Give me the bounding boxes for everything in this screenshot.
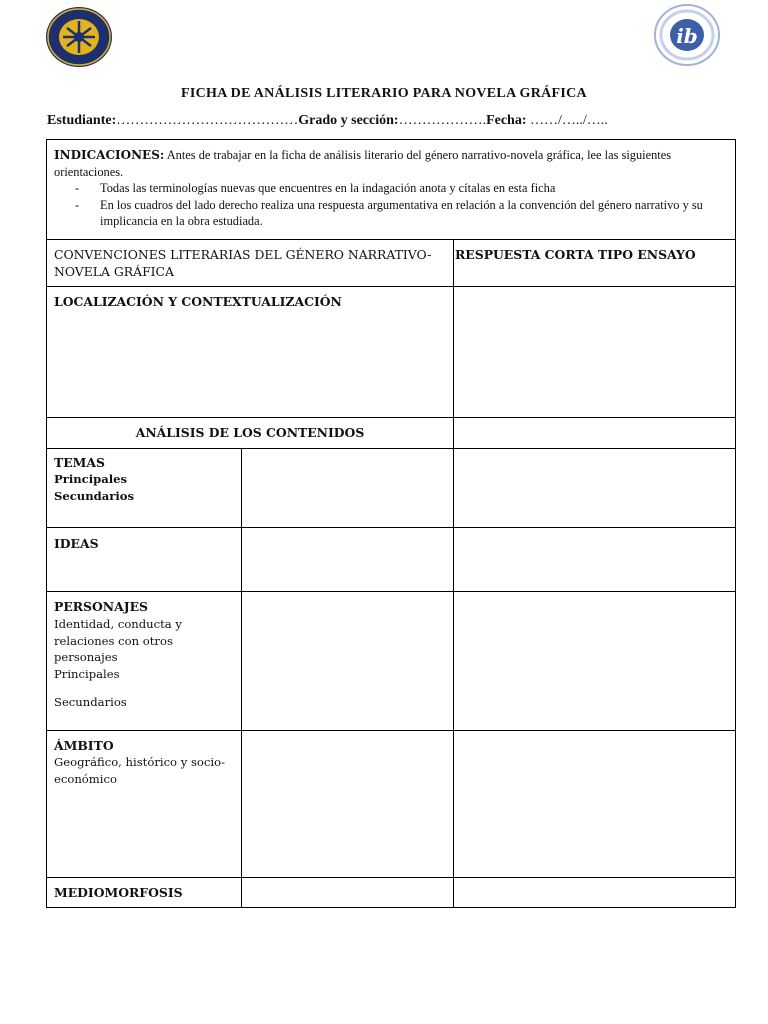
ambito-notes-cell[interactable] — [243, 732, 451, 876]
ideas-answer-cell[interactable] — [455, 529, 735, 590]
temas-answer-cell[interactable] — [455, 450, 735, 526]
column-divider — [453, 239, 454, 907]
dash-bullet: - — [75, 181, 80, 195]
ambito-label: ÁMBITO — [54, 738, 114, 753]
svg-text:ib: ib — [676, 24, 698, 48]
coar-logo — [45, 6, 113, 68]
col2-header: RESPUESTA CORTA TIPO ENSAYO — [455, 247, 696, 262]
student-field[interactable]: ………………………………… — [116, 113, 299, 128]
personajes-label: PERSONAJES — [54, 599, 148, 614]
col1-header: CONVENCIONES LITERARIAS DEL GÉNERO NARRATIVO-NOVELA GRÁFICA — [54, 247, 432, 279]
grade-label: Grado y sección: — [298, 113, 399, 128]
ideas-notes-cell[interactable] — [243, 529, 451, 590]
analysis-table — [46, 139, 736, 908]
localizacion-answer-cell[interactable] — [455, 288, 735, 416]
instruction-item — [54, 180, 724, 197]
instructions-text: Antes de trabajar en la ficha de análisis literario del género narrativo-novela gráfica, lee las siguientes orientaciones. — [54, 148, 672, 179]
ib-logo — [654, 4, 720, 66]
personajes-desc: Identidad, conducta y relaciones con otros personajes — [54, 617, 182, 664]
row-divider — [47, 417, 735, 418]
instruction-item — [54, 197, 724, 230]
personajes-secundarios: Secundarios — [54, 695, 127, 709]
temas-secundarios: Secundarios — [54, 489, 135, 503]
personajes-answer-cell[interactable] — [455, 593, 735, 729]
row-divider — [47, 730, 735, 731]
instructions — [54, 147, 724, 230]
row-divider — [47, 239, 735, 240]
column-divider — [241, 448, 242, 907]
date-label: Fecha: — [486, 113, 527, 128]
personajes-principales: Principales — [54, 667, 120, 681]
dash-bullet: - — [75, 197, 80, 212]
page-title: FICHA DE ANÁLISIS LITERARIO PARA NOVELA GRÁFICA — [181, 86, 587, 101]
temas-label: TEMAS — [54, 455, 105, 470]
mediomorfosis-notes-cell[interactable] — [243, 879, 451, 907]
instruction-text: En los cuadros del lado derecho realiza una respuesta argumentativa en relación a la convención del género narrativo y su implicancia en la obra estudiada. — [100, 197, 703, 228]
analisis-heading: ANÁLISIS DE LOS CONTENIDOS — [135, 425, 365, 440]
temas-principales: Principales — [54, 472, 128, 486]
student-label: Estudiante: — [47, 113, 117, 128]
instruction-text: Todas las terminologías nuevas que encuentres en la indagación anota y cítalas en esta ficha — [100, 181, 556, 195]
ambito-answer-cell[interactable] — [455, 732, 735, 876]
mediomorfosis-answer-cell[interactable] — [455, 879, 735, 907]
date-field[interactable]: ……/…../….. — [526, 113, 608, 128]
ideas-label: IDEAS — [54, 536, 99, 551]
row-divider — [47, 286, 735, 287]
row-divider — [47, 527, 735, 528]
temas-notes-cell[interactable] — [243, 450, 451, 526]
ambito-desc: Geográfico, histórico y socio-económico — [54, 755, 225, 786]
instructions-label: INDICACIONES: — [54, 148, 165, 162]
personajes-notes-cell[interactable] — [243, 593, 451, 729]
row-divider — [47, 591, 735, 592]
row-divider — [47, 877, 735, 878]
student-info-line — [47, 113, 737, 129]
row-divider — [47, 448, 735, 449]
grade-field[interactable]: ………………. — [398, 113, 487, 128]
localizacion-label: LOCALIZACIÓN Y CONTEXTUALIZACIÓN — [54, 294, 342, 309]
mediomorfosis-label: MEDIOMORFOSIS — [54, 885, 183, 900]
